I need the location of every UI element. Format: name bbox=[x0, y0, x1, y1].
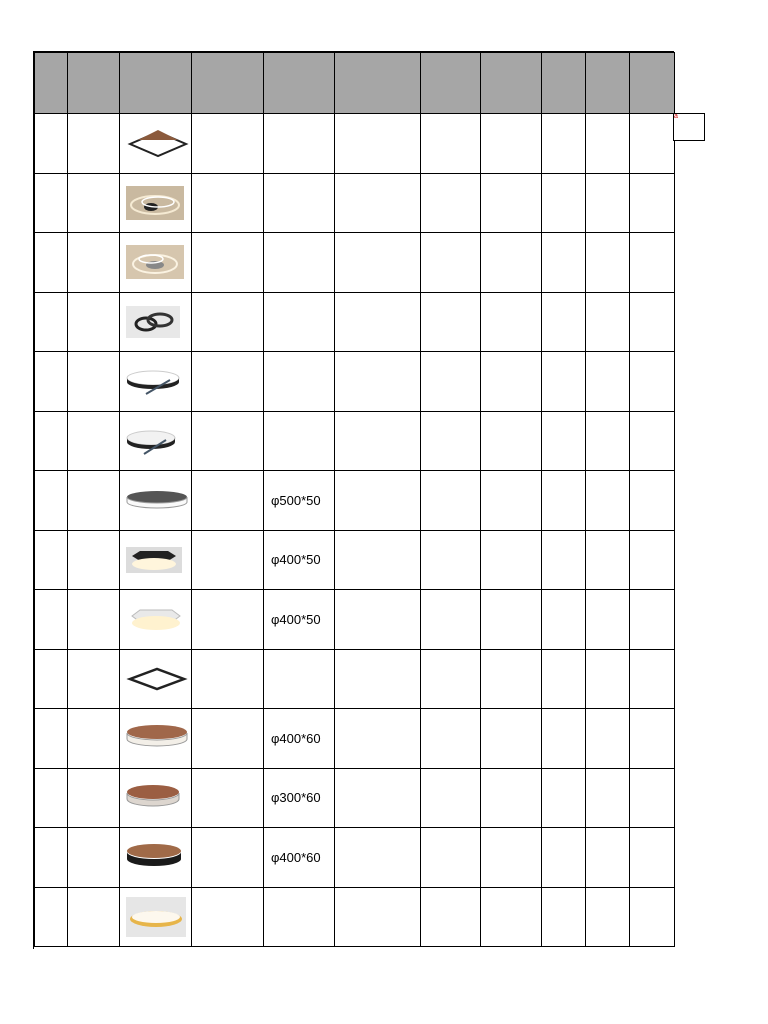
table-cell[interactable] bbox=[192, 292, 264, 352]
table-cell[interactable] bbox=[68, 828, 120, 888]
header-cell[interactable] bbox=[481, 53, 542, 114]
table-cell[interactable] bbox=[481, 530, 542, 590]
table-cell[interactable] bbox=[630, 173, 675, 233]
table-cell[interactable] bbox=[421, 590, 481, 650]
table-cell[interactable] bbox=[630, 233, 675, 293]
table-cell[interactable] bbox=[335, 887, 421, 947]
table-cell[interactable] bbox=[68, 411, 120, 471]
size-cell[interactable] bbox=[264, 233, 335, 293]
lamp-thumbnail-image bbox=[126, 126, 191, 163]
table-cell[interactable] bbox=[542, 411, 586, 471]
table-cell[interactable] bbox=[586, 173, 630, 233]
size-cell[interactable]: φ400*50 bbox=[264, 590, 335, 650]
table-cell[interactable] bbox=[68, 590, 120, 650]
table-row bbox=[35, 411, 675, 471]
lamp-thumbnail-image bbox=[126, 667, 191, 694]
table-cell[interactable] bbox=[335, 649, 421, 709]
table-cell[interactable] bbox=[586, 649, 630, 709]
table-cell[interactable] bbox=[586, 233, 630, 293]
table-cell[interactable] bbox=[421, 292, 481, 352]
table-cell[interactable] bbox=[481, 887, 542, 947]
table-cell[interactable] bbox=[542, 233, 586, 293]
table-cell[interactable] bbox=[586, 828, 630, 888]
table-row bbox=[35, 649, 675, 709]
table-cell[interactable] bbox=[35, 114, 68, 174]
table-row bbox=[35, 887, 675, 947]
header-cell[interactable] bbox=[68, 53, 120, 114]
lamp-thumbnail-image bbox=[126, 842, 191, 875]
table-cell[interactable] bbox=[192, 530, 264, 590]
product-image-cell[interactable] bbox=[120, 352, 192, 412]
table-cell[interactable] bbox=[542, 649, 586, 709]
lamp-thumbnail-image bbox=[126, 366, 191, 399]
header-cell[interactable] bbox=[192, 53, 264, 114]
table-cell[interactable] bbox=[192, 173, 264, 233]
product-image-cell[interactable] bbox=[120, 828, 192, 888]
product-table bbox=[34, 52, 675, 947]
table-cell[interactable] bbox=[192, 233, 264, 293]
table-row bbox=[35, 709, 675, 769]
table-cell[interactable] bbox=[630, 828, 675, 888]
table-cell[interactable] bbox=[35, 828, 68, 888]
table-cell[interactable] bbox=[630, 411, 675, 471]
table-cell[interactable] bbox=[481, 590, 542, 650]
table-cell[interactable] bbox=[630, 649, 675, 709]
lamp-thumbnail-image bbox=[126, 605, 191, 636]
table-row bbox=[35, 768, 675, 828]
table-cell[interactable] bbox=[421, 411, 481, 471]
table-cell[interactable] bbox=[586, 590, 630, 650]
table-cell[interactable] bbox=[68, 352, 120, 412]
size-cell[interactable]: φ400*60 bbox=[264, 828, 335, 888]
table-cell[interactable] bbox=[68, 471, 120, 531]
table-cell[interactable] bbox=[335, 411, 421, 471]
table-cell[interactable] bbox=[421, 173, 481, 233]
table-cell[interactable] bbox=[586, 887, 630, 947]
table-cell[interactable] bbox=[481, 471, 542, 531]
table-cell[interactable] bbox=[192, 352, 264, 412]
header-cell[interactable] bbox=[120, 53, 192, 114]
table-cell[interactable] bbox=[35, 649, 68, 709]
lamp-thumbnail-image bbox=[126, 783, 191, 816]
table-cell[interactable] bbox=[68, 233, 120, 293]
table-cell[interactable] bbox=[630, 768, 675, 828]
product-image-cell[interactable] bbox=[120, 173, 192, 233]
size-cell[interactable] bbox=[264, 411, 335, 471]
product-image-cell[interactable] bbox=[120, 709, 192, 769]
size-cell[interactable] bbox=[264, 649, 335, 709]
table-cell[interactable] bbox=[481, 709, 542, 769]
table-cell[interactable] bbox=[542, 887, 586, 947]
table-cell[interactable] bbox=[421, 828, 481, 888]
table-cell[interactable] bbox=[542, 352, 586, 412]
table-cell[interactable] bbox=[68, 768, 120, 828]
header-cell[interactable] bbox=[335, 53, 421, 114]
table-cell[interactable] bbox=[335, 768, 421, 828]
size-cell[interactable] bbox=[264, 352, 335, 412]
table-cell[interactable] bbox=[192, 887, 264, 947]
table-cell[interactable] bbox=[35, 530, 68, 590]
table-cell[interactable] bbox=[542, 114, 586, 174]
header-cell[interactable] bbox=[421, 53, 481, 114]
table-cell[interactable] bbox=[35, 709, 68, 769]
table-cell[interactable] bbox=[481, 411, 542, 471]
table-cell[interactable] bbox=[481, 233, 542, 293]
table-cell[interactable] bbox=[335, 828, 421, 888]
table-cell[interactable] bbox=[630, 471, 675, 531]
size-cell[interactable] bbox=[264, 887, 335, 947]
spreadsheet bbox=[33, 51, 674, 949]
table-cell[interactable] bbox=[630, 530, 675, 590]
table-row bbox=[35, 233, 675, 293]
header-cell[interactable] bbox=[630, 53, 675, 114]
table-row bbox=[35, 590, 675, 650]
table-cell[interactable] bbox=[35, 471, 68, 531]
table-cell[interactable] bbox=[481, 768, 542, 828]
table-cell[interactable] bbox=[192, 768, 264, 828]
table-row bbox=[35, 471, 675, 531]
header-cell[interactable] bbox=[542, 53, 586, 114]
table-cell[interactable] bbox=[630, 114, 675, 174]
product-image-cell[interactable] bbox=[120, 411, 192, 471]
header-cell[interactable] bbox=[264, 53, 335, 114]
table-cell[interactable] bbox=[481, 292, 542, 352]
table-cell[interactable] bbox=[586, 530, 630, 590]
table-row bbox=[35, 173, 675, 233]
table-row bbox=[35, 352, 675, 412]
table-cell[interactable] bbox=[630, 590, 675, 650]
table-cell[interactable] bbox=[68, 173, 120, 233]
table-cell[interactable] bbox=[335, 709, 421, 769]
table-cell[interactable] bbox=[192, 411, 264, 471]
table-cell[interactable] bbox=[68, 887, 120, 947]
product-image-cell[interactable] bbox=[120, 530, 192, 590]
table-cell[interactable] bbox=[335, 590, 421, 650]
size-cell[interactable] bbox=[264, 173, 335, 233]
table-cell[interactable] bbox=[35, 173, 68, 233]
table-cell[interactable] bbox=[68, 530, 120, 590]
size-cell[interactable] bbox=[264, 114, 335, 174]
table-cell[interactable] bbox=[35, 352, 68, 412]
table-cell[interactable] bbox=[35, 887, 68, 947]
table-cell[interactable] bbox=[335, 114, 421, 174]
table-cell[interactable] bbox=[192, 114, 264, 174]
table-cell[interactable] bbox=[421, 530, 481, 590]
table-cell[interactable] bbox=[35, 411, 68, 471]
table-cell[interactable] bbox=[542, 471, 586, 531]
header-cell[interactable] bbox=[586, 53, 630, 114]
table-cell[interactable] bbox=[481, 114, 542, 174]
table-cell[interactable] bbox=[586, 352, 630, 412]
table-cell[interactable] bbox=[35, 590, 68, 650]
table-cell[interactable] bbox=[192, 828, 264, 888]
table-cell[interactable] bbox=[335, 352, 421, 412]
product-image-cell[interactable] bbox=[120, 233, 192, 293]
table-row bbox=[35, 114, 675, 174]
product-image-cell[interactable] bbox=[120, 649, 192, 709]
table-cell[interactable] bbox=[35, 292, 68, 352]
table-row bbox=[35, 828, 675, 888]
table-cell[interactable] bbox=[421, 471, 481, 531]
lamp-thumbnail-image bbox=[126, 186, 191, 223]
product-image-cell[interactable] bbox=[120, 471, 192, 531]
table-cell[interactable] bbox=[335, 173, 421, 233]
table-cell[interactable] bbox=[586, 768, 630, 828]
product-image-cell[interactable] bbox=[120, 887, 192, 947]
table-cell[interactable] bbox=[630, 887, 675, 947]
lamp-thumbnail-image bbox=[126, 547, 191, 576]
header-cell[interactable] bbox=[35, 53, 68, 114]
table-cell[interactable] bbox=[481, 173, 542, 233]
table-cell[interactable] bbox=[421, 352, 481, 412]
table-cell[interactable] bbox=[68, 649, 120, 709]
table-cell[interactable] bbox=[68, 709, 120, 769]
table-cell[interactable] bbox=[542, 590, 586, 650]
size-cell[interactable]: φ400*60 bbox=[264, 709, 335, 769]
lamp-thumbnail-image bbox=[126, 897, 191, 940]
table-cell[interactable] bbox=[481, 352, 542, 412]
table-cell[interactable] bbox=[421, 114, 481, 174]
table-cell[interactable] bbox=[192, 590, 264, 650]
table-cell[interactable] bbox=[335, 471, 421, 531]
table-cell[interactable] bbox=[586, 411, 630, 471]
table-cell[interactable] bbox=[35, 768, 68, 828]
comment-marker: a bbox=[674, 113, 678, 120]
table-row bbox=[35, 292, 675, 352]
table-cell[interactable] bbox=[68, 114, 120, 174]
table-cell[interactable] bbox=[542, 530, 586, 590]
table-cell[interactable] bbox=[35, 233, 68, 293]
product-image-cell[interactable] bbox=[120, 292, 192, 352]
table-cell[interactable] bbox=[542, 828, 586, 888]
table-cell[interactable] bbox=[421, 887, 481, 947]
table-cell[interactable] bbox=[192, 471, 264, 531]
table-cell[interactable] bbox=[421, 233, 481, 293]
table-cell[interactable] bbox=[421, 768, 481, 828]
table-cell[interactable] bbox=[335, 530, 421, 590]
table-cell[interactable] bbox=[335, 292, 421, 352]
product-image-cell[interactable] bbox=[120, 768, 192, 828]
size-cell[interactable] bbox=[264, 292, 335, 352]
table-cell[interactable] bbox=[586, 709, 630, 769]
header-row bbox=[35, 53, 675, 114]
table-cell[interactable] bbox=[335, 233, 421, 293]
table-cell[interactable] bbox=[542, 292, 586, 352]
table-cell[interactable] bbox=[630, 292, 675, 352]
size-cell[interactable]: φ300*60 bbox=[264, 768, 335, 828]
table-cell[interactable] bbox=[542, 768, 586, 828]
table-cell[interactable] bbox=[421, 649, 481, 709]
table-cell[interactable] bbox=[192, 649, 264, 709]
table-cell[interactable] bbox=[68, 292, 120, 352]
lamp-thumbnail-image bbox=[126, 245, 191, 282]
table-cell[interactable] bbox=[630, 352, 675, 412]
size-cell[interactable]: φ500*50 bbox=[264, 471, 335, 531]
table-cell[interactable] bbox=[481, 649, 542, 709]
table-cell[interactable] bbox=[630, 709, 675, 769]
lamp-thumbnail-image bbox=[126, 489, 191, 514]
lamp-thumbnail-image bbox=[126, 306, 191, 341]
table-cell[interactable] bbox=[542, 173, 586, 233]
size-cell[interactable]: φ400*50 bbox=[264, 530, 335, 590]
product-image-cell[interactable] bbox=[120, 114, 192, 174]
table-row bbox=[35, 530, 675, 590]
lamp-thumbnail-image bbox=[126, 426, 191, 459]
table-cell[interactable] bbox=[192, 709, 264, 769]
table-cell[interactable] bbox=[586, 114, 630, 174]
table-cell[interactable] bbox=[586, 292, 630, 352]
table-cell[interactable] bbox=[421, 709, 481, 769]
product-image-cell[interactable] bbox=[120, 590, 192, 650]
table-cell[interactable] bbox=[481, 828, 542, 888]
table-cell[interactable] bbox=[586, 471, 630, 531]
lamp-thumbnail-image bbox=[126, 723, 191, 756]
table-cell[interactable] bbox=[542, 709, 586, 769]
